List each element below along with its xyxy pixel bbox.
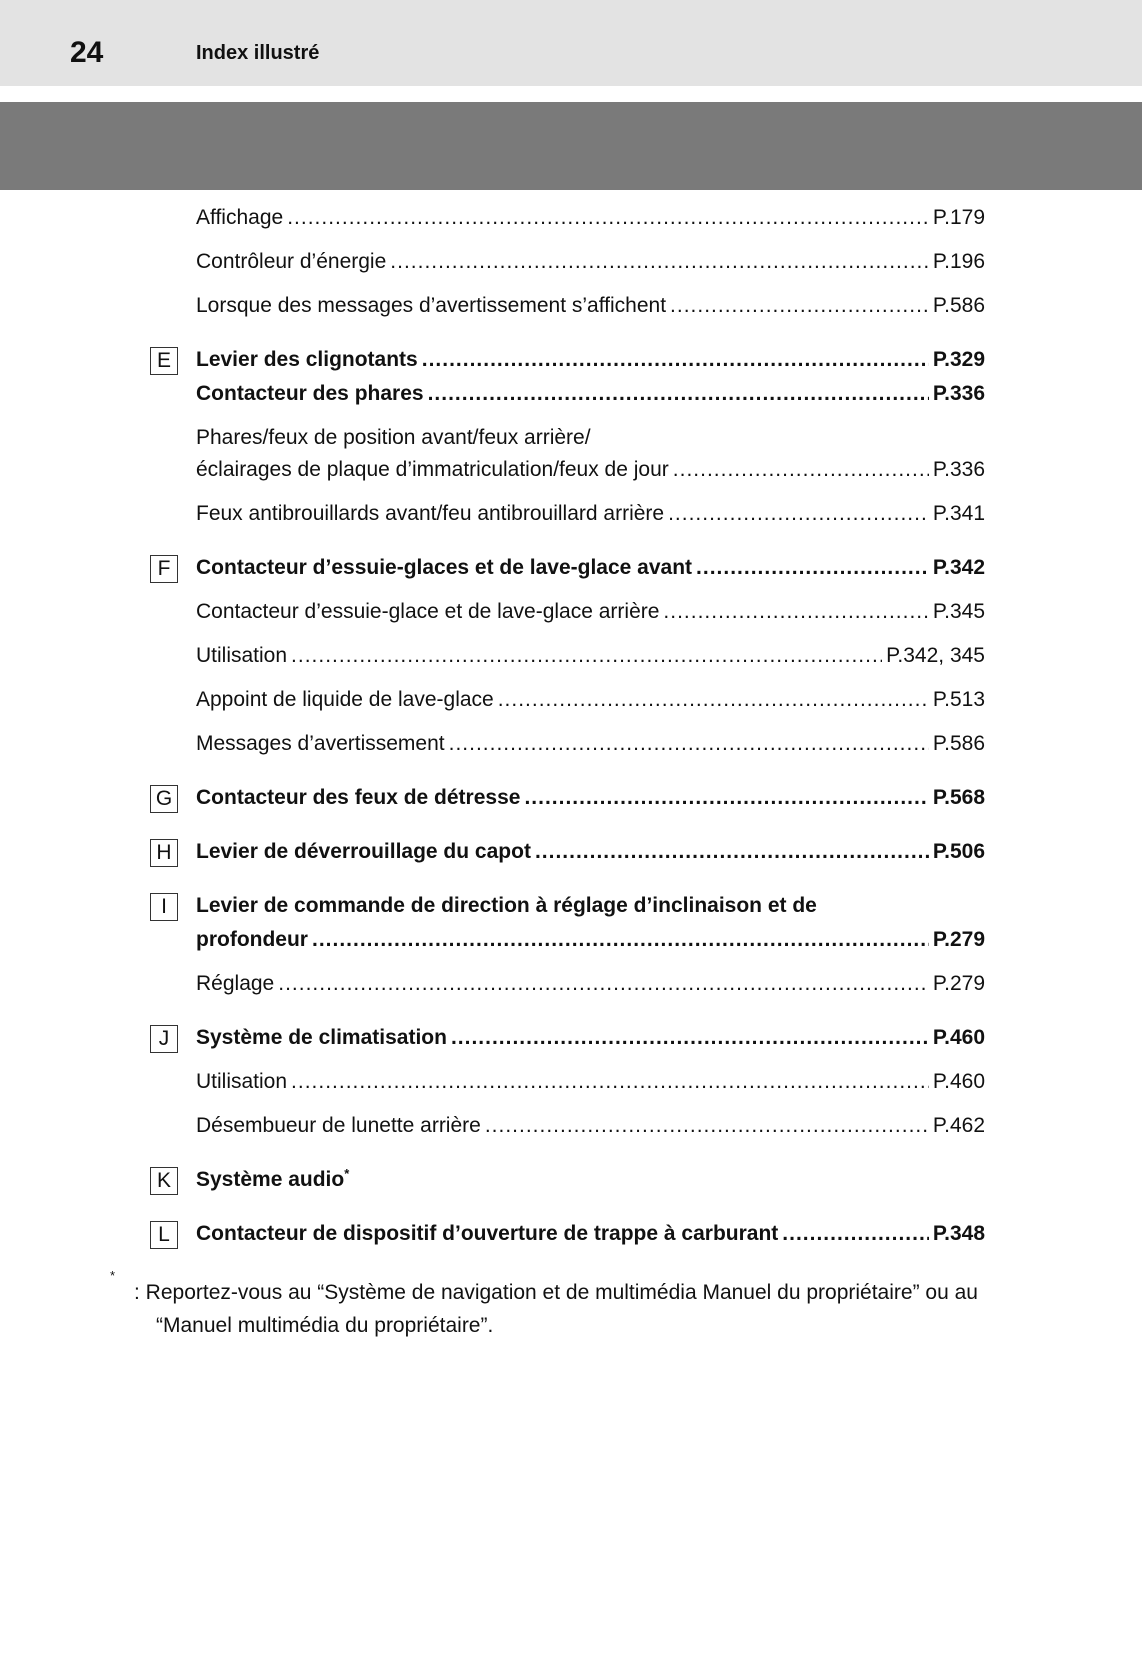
leader-dots: [535, 836, 929, 868]
leader-dots: [673, 454, 929, 486]
leader-dots: [485, 1110, 929, 1142]
letter-marker-k: K: [150, 1167, 178, 1195]
entry-label: Levier de déverrouillage du capot: [196, 840, 531, 863]
entry-label: Feux antibrouillards avant/feu antibrouillard arrière: [196, 502, 665, 525]
leader-dots: [287, 202, 929, 234]
page-number: 24: [70, 36, 104, 69]
entry-label: Levier de commande de direction à réglage d’inclinaison et de: [196, 894, 817, 917]
entry-page: P.336: [932, 458, 985, 481]
entry-page: P.462: [932, 1114, 985, 1137]
index-entry[interactable]: [196, 454, 985, 486]
entry-label-line: Phares/feux de position avant/feux arrière/: [196, 426, 591, 449]
entry-page: P.329: [932, 348, 985, 371]
index-entry-main[interactable]: [156, 1164, 985, 1196]
leader-dots: [524, 782, 928, 814]
leader-dots: [422, 344, 929, 376]
index-entry[interactable]: [196, 640, 985, 672]
index-entry-main[interactable]: [158, 1218, 985, 1250]
entry-page: P.279: [932, 972, 985, 995]
entry-page: P.586: [932, 732, 985, 755]
entry-label: Messages d’avertissement: [196, 732, 445, 755]
section-title: Index illustré: [196, 42, 320, 64]
index-entry-main[interactable]: [196, 378, 985, 410]
entry-label: Affichage: [196, 206, 284, 229]
entry-page: P.196: [932, 250, 985, 273]
leader-dots: [696, 552, 929, 584]
index-entry[interactable]: [196, 1110, 985, 1142]
entry-label: profondeur: [196, 928, 308, 951]
entry-page: P.460: [932, 1026, 985, 1049]
index-entry-main[interactable]: [157, 552, 985, 584]
index-entry[interactable]: [196, 202, 985, 234]
leader-dots: [449, 728, 929, 760]
letter-marker-f: F: [150, 555, 178, 583]
index-entry[interactable]: [196, 290, 985, 322]
entry-page: P.345: [932, 600, 985, 623]
index-entry[interactable]: [196, 684, 985, 716]
index-entry-main[interactable]: [156, 836, 985, 868]
entry-page: P.279: [932, 928, 985, 951]
entry-page: P.568: [932, 786, 985, 809]
leader-dots: [663, 596, 928, 628]
letter-marker-l: L: [150, 1221, 178, 1249]
index-entry[interactable]: [196, 728, 985, 760]
index-entry-main[interactable]: [158, 1022, 985, 1054]
index-entry[interactable]: [196, 498, 985, 530]
leader-dots: [291, 640, 882, 672]
leader-dots: [390, 246, 929, 278]
letter-marker-h: H: [150, 839, 178, 867]
entry-page: P.342, 345: [886, 644, 985, 667]
entry-label: Utilisation: [196, 1070, 288, 1093]
index-entry-main[interactable]: [156, 344, 985, 376]
index-entry[interactable]: [196, 246, 985, 278]
footnote: * : Reportez-vous au “Système de navigation et de multimédia Manuel du propriétaire” ou au “Manuel multimédia du propriétaire”.: [110, 1276, 1030, 1342]
index-entry-main[interactable]: [155, 782, 985, 814]
entry-label: Système de climatisation: [196, 1026, 447, 1049]
entry-page: P.342: [932, 556, 985, 579]
entry-page: P.348: [932, 1222, 985, 1245]
leader-dots: [451, 1022, 929, 1054]
footnote-line-2: “Manuel multimédia du propriétaire”.: [156, 1314, 494, 1337]
entry-label: éclairages de plaque d’immatriculation/feux de jour: [196, 458, 669, 481]
header-band: [0, 0, 1142, 86]
entry-label: Utilisation: [196, 644, 288, 667]
entry-label-line: [161, 890, 985, 922]
leader-dots: [428, 378, 929, 410]
entry-label: Contacteur d’essuie-glaces et de lave-glace avant: [196, 556, 693, 579]
entry-label: Lorsque des messages d’avertissement s’affichent: [196, 294, 667, 317]
letter-marker-g: G: [150, 785, 178, 813]
letter-marker-i: I: [150, 893, 178, 921]
entry-label: Système audio: [196, 1168, 345, 1191]
entry-label: Appoint de liquide de lave-glace: [196, 688, 494, 711]
entry-label: Contacteur des feux de détresse: [196, 786, 521, 809]
leader-dots: [278, 968, 929, 1000]
section-band: [0, 102, 1142, 190]
entry-label: Contrôleur d’énergie: [196, 250, 387, 273]
letter-marker-j: J: [150, 1025, 178, 1053]
leader-dots: [782, 1218, 929, 1250]
index-entry[interactable]: [196, 1066, 985, 1098]
entry-page: P.506: [932, 840, 985, 863]
leader-dots: [312, 924, 929, 956]
entry-label: Contacteur des phares: [196, 382, 424, 405]
index-entry-main[interactable]: [196, 924, 985, 956]
leader-dots: [291, 1066, 929, 1098]
leader-dots: [670, 290, 929, 322]
leader-dots: [668, 498, 929, 530]
footnote-line-1: : Reportez-vous au “Système de navigation et de multimédia Manuel du propriétaire” ou au: [134, 1281, 978, 1304]
entry-page: P.586: [932, 294, 985, 317]
index-entry[interactable]: [196, 596, 985, 628]
entry-page: P.460: [932, 1070, 985, 1093]
entry-label: Réglage: [196, 972, 275, 995]
entry-page: P.513: [932, 688, 985, 711]
index-content: [155, 190, 985, 1250]
footnote-marker: *: [344, 1166, 350, 1181]
entry-label: Levier des clignotants: [196, 348, 418, 371]
leader-dots: [498, 684, 929, 716]
entry-page: P.336: [932, 382, 985, 405]
entry-page: P.341: [932, 502, 985, 525]
entry-label: Contacteur d’essuie-glace et de lave-glace arrière: [196, 600, 660, 623]
index-entry[interactable]: [196, 968, 985, 1000]
entry-page: P.179: [932, 206, 985, 229]
entry-label: Désembueur de lunette arrière: [196, 1114, 481, 1137]
entry-label: Contacteur de dispositif d’ouverture de trappe à carburant: [196, 1222, 779, 1245]
letter-marker-e: E: [150, 347, 178, 375]
